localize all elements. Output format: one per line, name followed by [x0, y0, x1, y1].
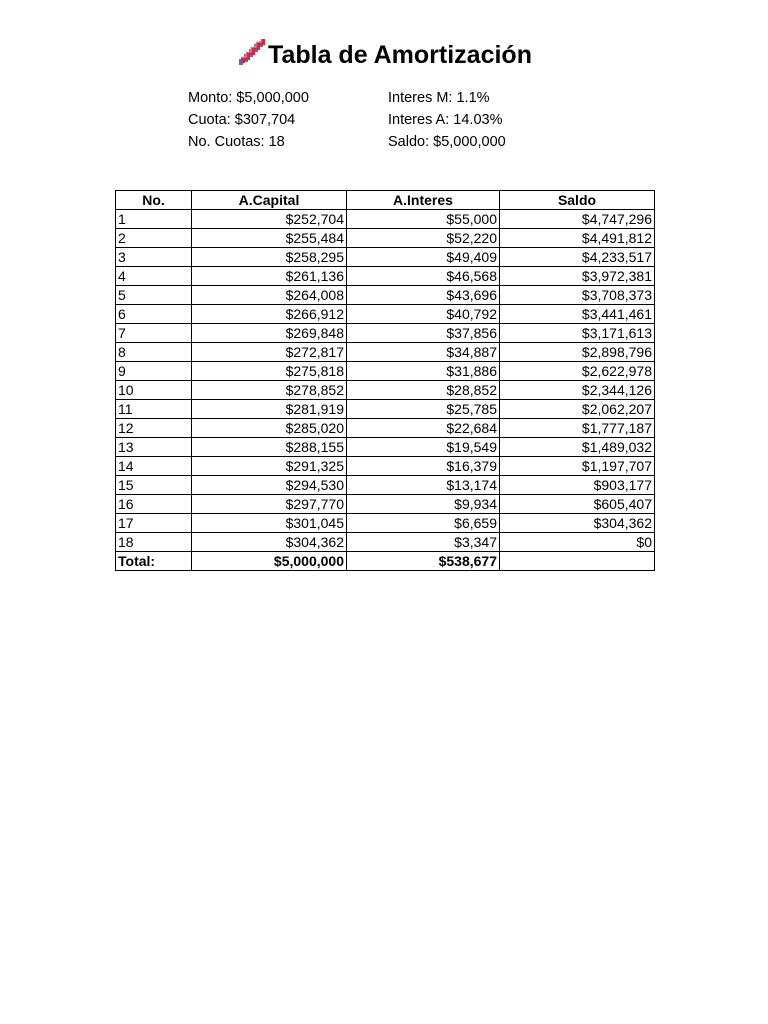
interes-cell: $16,379 [347, 457, 500, 476]
total-row [116, 552, 655, 571]
table-row [116, 476, 655, 495]
title-text: Tabla de Amortización [268, 41, 532, 69]
table-row [116, 457, 655, 476]
interes-cell: $43,696 [347, 286, 500, 305]
interes-cell: $9,934 [347, 495, 500, 514]
capital-cell: $288,155 [192, 438, 347, 457]
interes-cell: $25,785 [347, 400, 500, 419]
row-number: 16 [116, 495, 192, 514]
table-row [116, 362, 655, 381]
row-number: 8 [116, 343, 192, 362]
row-number: 15 [116, 476, 192, 495]
row-number: 14 [116, 457, 192, 476]
row-number: 3 [116, 248, 192, 267]
table-row [116, 324, 655, 343]
saldo-cell: $4,233,517 [500, 248, 655, 267]
saldo-cell: $0 [500, 533, 655, 552]
capital-cell: $258,295 [192, 248, 347, 267]
header-interes: A.Interes [347, 191, 500, 210]
row-number: 4 [116, 267, 192, 286]
capital-cell: $291,325 [192, 457, 347, 476]
row-number: 18 [116, 533, 192, 552]
table-row [116, 419, 655, 438]
table-row [116, 514, 655, 533]
table-row [116, 305, 655, 324]
capital-cell: $285,020 [192, 419, 347, 438]
row-number: 10 [116, 381, 192, 400]
no-cuotas-label: No. Cuotas: 18 [188, 134, 285, 150]
saldo-cell: $4,491,812 [500, 229, 655, 248]
capital-cell: $294,530 [192, 476, 347, 495]
loan-summary [188, 88, 588, 154]
table-row [116, 343, 655, 362]
interes-cell: $19,549 [347, 438, 500, 457]
summary-row [188, 110, 588, 132]
interes-cell: $34,887 [347, 343, 500, 362]
table-row [116, 248, 655, 267]
cuota-label: Cuota: $307,704 [188, 112, 296, 128]
table-row [116, 229, 655, 248]
saldo-cell: $3,441,461 [500, 305, 655, 324]
row-number: 17 [116, 514, 192, 533]
capital-cell: $252,704 [192, 210, 347, 229]
capital-cell: $275,818 [192, 362, 347, 381]
capital-cell: $281,919 [192, 400, 347, 419]
capital-cell: $266,912 [192, 305, 347, 324]
row-number: 7 [116, 324, 192, 343]
capital-cell: $255,484 [192, 229, 347, 248]
interes-cell: $52,220 [347, 229, 500, 248]
header-no: No. [116, 191, 192, 210]
interes-cell: $55,000 [347, 210, 500, 229]
interes-cell: $13,174 [347, 476, 500, 495]
saldo-cell: $3,972,381 [500, 267, 655, 286]
row-number: 1 [116, 210, 192, 229]
row-number: 9 [116, 362, 192, 381]
row-number: 11 [116, 400, 192, 419]
capital-cell: $304,362 [192, 533, 347, 552]
row-number: 12 [116, 419, 192, 438]
interes-m-label: Interes M: 1.1% [388, 90, 490, 106]
saldo-cell: $2,622,978 [500, 362, 655, 381]
table-body [116, 210, 655, 552]
total-saldo [500, 552, 655, 571]
header-saldo: Saldo [500, 191, 655, 210]
table-row [116, 210, 655, 229]
saldo-cell: $1,197,707 [500, 457, 655, 476]
capital-cell: $269,848 [192, 324, 347, 343]
interes-cell: $49,409 [347, 248, 500, 267]
saldo-label: Saldo: $5,000,000 [388, 134, 506, 150]
interes-a-label: Interes A: 14.03% [388, 112, 503, 128]
capital-cell: $264,008 [192, 286, 347, 305]
saldo-cell: $1,777,187 [500, 419, 655, 438]
saldo-cell: $2,062,207 [500, 400, 655, 419]
capital-cell: $301,045 [192, 514, 347, 533]
total-label: Total: [116, 552, 192, 571]
summary-row [188, 132, 588, 154]
chart-increasing-icon [236, 38, 266, 68]
interes-cell: $22,684 [347, 419, 500, 438]
table-row [116, 495, 655, 514]
monto-label: Monto: $5,000,000 [188, 90, 309, 106]
interes-cell: $28,852 [347, 381, 500, 400]
page-title [0, 38, 768, 71]
table-row [116, 533, 655, 552]
capital-cell: $297,770 [192, 495, 347, 514]
interes-cell: $3,347 [347, 533, 500, 552]
table-row [116, 286, 655, 305]
saldo-cell: $2,898,796 [500, 343, 655, 362]
summary-row [188, 88, 588, 110]
table-row [116, 438, 655, 457]
table-row [116, 267, 655, 286]
header-capital: A.Capital [192, 191, 347, 210]
saldo-cell: $304,362 [500, 514, 655, 533]
saldo-cell: $1,489,032 [500, 438, 655, 457]
interes-cell: $31,886 [347, 362, 500, 381]
capital-cell: $278,852 [192, 381, 347, 400]
interes-cell: $6,659 [347, 514, 500, 533]
saldo-cell: $605,407 [500, 495, 655, 514]
capital-cell: $261,136 [192, 267, 347, 286]
row-number: 5 [116, 286, 192, 305]
row-number: 13 [116, 438, 192, 457]
saldo-cell: $3,708,373 [500, 286, 655, 305]
saldo-cell: $2,344,126 [500, 381, 655, 400]
table-row [116, 400, 655, 419]
capital-cell: $272,817 [192, 343, 347, 362]
interes-cell: $46,568 [347, 267, 500, 286]
interes-cell: $37,856 [347, 324, 500, 343]
amortization-table [115, 190, 655, 571]
total-interes: $538,677 [347, 552, 500, 571]
row-number: 6 [116, 305, 192, 324]
saldo-cell: $3,171,613 [500, 324, 655, 343]
interes-cell: $40,792 [347, 305, 500, 324]
saldo-cell: $903,177 [500, 476, 655, 495]
row-number: 2 [116, 229, 192, 248]
total-capital: $5,000,000 [192, 552, 347, 571]
table-row [116, 381, 655, 400]
table-header-row [116, 191, 655, 210]
saldo-cell: $4,747,296 [500, 210, 655, 229]
